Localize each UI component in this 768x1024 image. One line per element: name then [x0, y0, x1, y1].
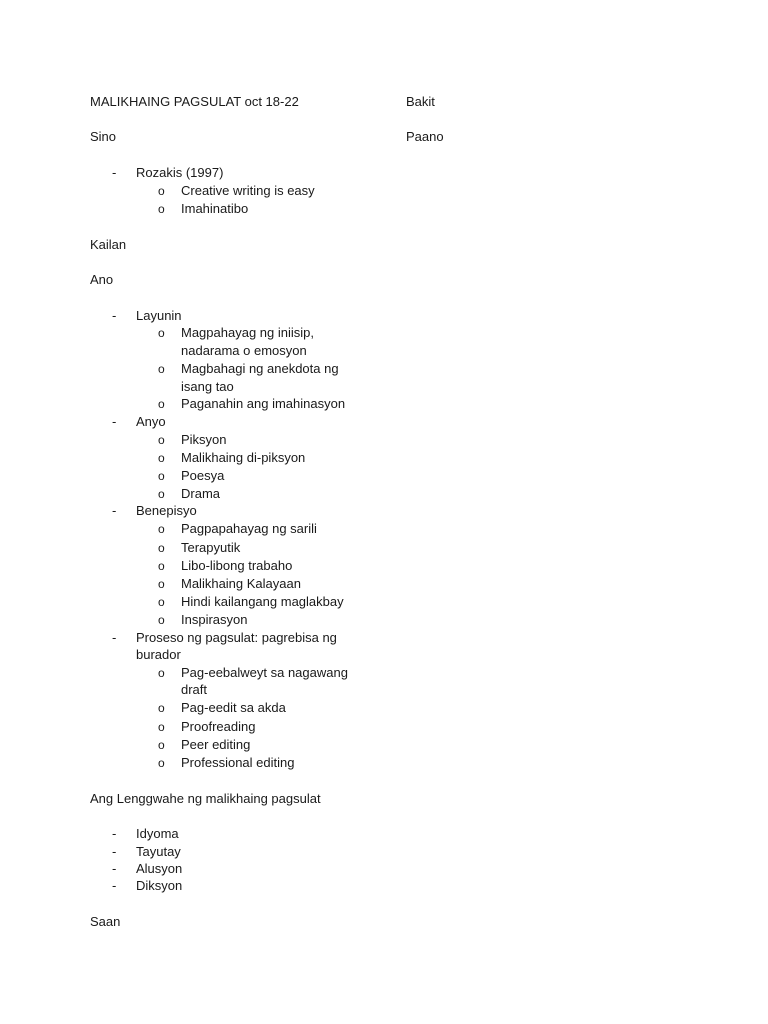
- list-item-rozakis: Rozakis (1997): [136, 165, 224, 180]
- bullet-marker: o: [158, 326, 165, 340]
- bullet-marker: o: [158, 184, 165, 198]
- list-dash: -: [112, 308, 117, 323]
- sub-item: Pag-eedit sa akda: [181, 700, 286, 715]
- bullet-marker: o: [158, 362, 165, 376]
- sub-item: Creative writing is easy: [181, 183, 315, 198]
- bullet-marker: o: [158, 701, 165, 715]
- sub-item: Magbahagi ng anekdota ng: [181, 361, 339, 376]
- bullet-marker: o: [158, 738, 165, 752]
- bullet-marker: o: [158, 577, 165, 591]
- sub-item-continuation: nadarama o emosyon: [181, 343, 307, 358]
- list-item: Tayutay: [136, 844, 181, 859]
- sub-item: Malikhaing Kalayaan: [181, 576, 301, 591]
- bullet-marker: o: [158, 451, 165, 465]
- bullet-marker: o: [158, 202, 165, 216]
- sub-item: Magpahayag ng iniisip,: [181, 325, 314, 340]
- bullet-marker: o: [158, 541, 165, 555]
- sub-item: Pagpapahayag ng sarili: [181, 521, 317, 536]
- bullet-marker: o: [158, 595, 165, 609]
- heading-sino: Sino: [90, 129, 117, 144]
- bullet-marker: o: [158, 397, 165, 411]
- sub-item: Hindi kailangang maglakbay: [181, 594, 344, 609]
- list-dash: -: [112, 414, 117, 429]
- heading-lenggwahe: Ang Lenggwahe ng malikhaing pagsulat: [90, 791, 321, 806]
- sub-item: Terapyutik: [181, 540, 241, 555]
- bullet-marker: o: [158, 756, 165, 770]
- sub-item: Piksyon: [181, 432, 227, 447]
- sub-item: Pag-eebalweyt sa nagawang: [181, 665, 348, 680]
- list-item: Alusyon: [136, 861, 183, 876]
- document-title: MALIKHAING PAGSULAT oct 18-22: [90, 94, 299, 109]
- bullet-marker: o: [158, 469, 165, 483]
- list-item-benepisyo: Benepisyo: [136, 503, 197, 518]
- list-item-layunin: Layunin: [136, 308, 182, 323]
- heading-saan: Saan: [90, 914, 121, 929]
- list-item-proseso: Proseso ng pagsulat: pagrebisa ng: [136, 630, 337, 645]
- sub-item: Poesya: [181, 468, 225, 483]
- sub-item-continuation: isang tao: [181, 379, 234, 394]
- list-dash: -: [112, 861, 117, 876]
- sub-item: Malikhaing di-piksyon: [181, 450, 306, 465]
- list-dash: -: [112, 503, 117, 518]
- bullet-marker: o: [158, 522, 165, 536]
- sub-item: Drama: [181, 486, 221, 501]
- bullet-marker: o: [158, 487, 165, 501]
- sub-item: Libo-libong trabaho: [181, 558, 293, 573]
- bullet-marker: o: [158, 559, 165, 573]
- list-item-proseso-continuation: burador: [136, 647, 181, 662]
- sub-item: Paganahin ang imahinasyon: [181, 396, 346, 411]
- bullet-marker: o: [158, 433, 165, 447]
- list-dash: -: [112, 878, 117, 893]
- list-dash: -: [112, 165, 117, 180]
- bullet-marker: o: [158, 720, 165, 734]
- heading-ano: Ano: [90, 272, 114, 287]
- list-item: Idyoma: [136, 826, 179, 841]
- list-dash: -: [112, 630, 117, 645]
- heading-kailan: Kailan: [90, 237, 127, 252]
- sub-item: Peer editing: [181, 737, 251, 752]
- heading-bakit: Bakit: [406, 94, 435, 109]
- sub-item: Inspirasyon: [181, 612, 248, 627]
- list-item: Diksyon: [136, 878, 183, 893]
- heading-paano: Paano: [406, 129, 444, 144]
- sub-item: Imahinatibo: [181, 201, 249, 216]
- bullet-marker: o: [158, 613, 165, 627]
- sub-item-continuation: draft: [181, 682, 208, 697]
- sub-item: Professional editing: [181, 755, 295, 770]
- list-dash: -: [112, 826, 117, 841]
- list-dash: -: [112, 844, 117, 859]
- bullet-marker: o: [158, 666, 165, 680]
- sub-item: Proofreading: [181, 719, 256, 734]
- list-item-anyo: Anyo: [136, 414, 166, 429]
